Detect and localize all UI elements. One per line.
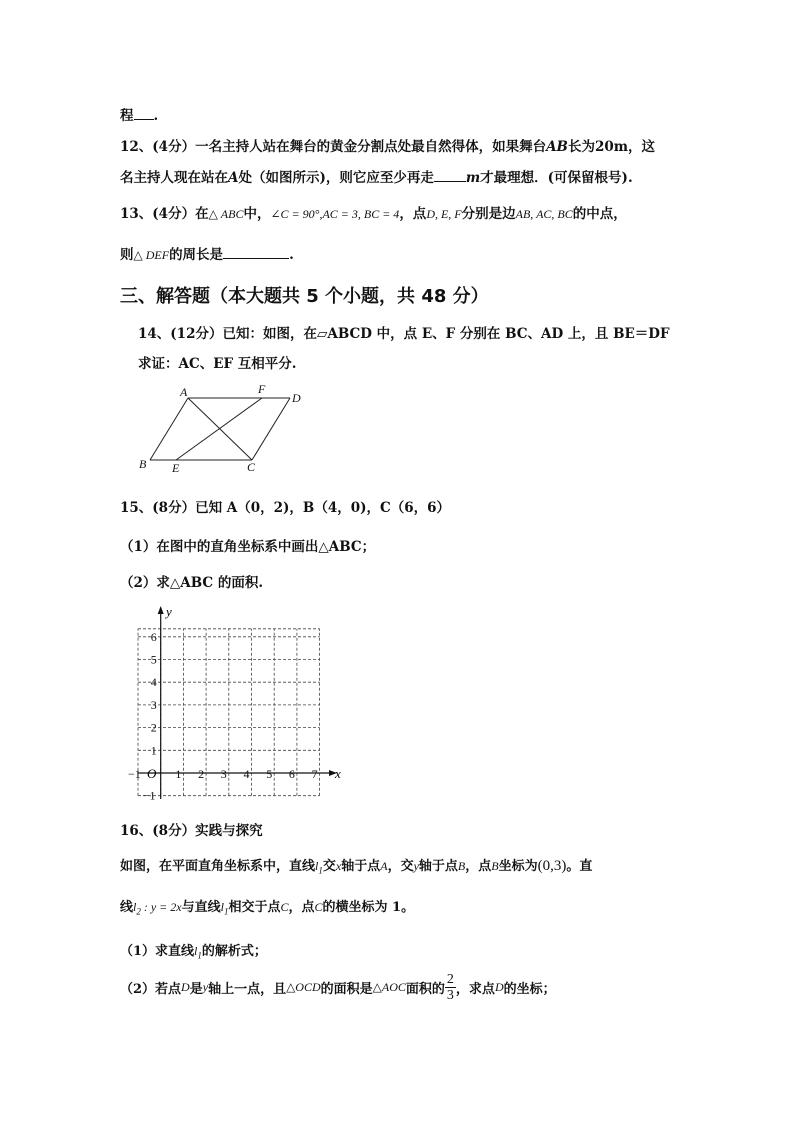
- y-tick-label: 6: [150, 629, 157, 644]
- answer-blank: [434, 169, 466, 182]
- axis-label-x: x: [335, 766, 341, 781]
- label-a: A: [180, 385, 188, 399]
- y-tick-label: 2: [150, 720, 157, 735]
- y-tick-label: 5: [150, 652, 157, 667]
- x-tick-label: 7: [311, 767, 318, 781]
- coordinate-grid: [118, 604, 358, 806]
- x-tick-label: 2: [198, 767, 205, 781]
- y-tick-label: 3: [150, 697, 157, 712]
- label-b: B: [139, 457, 147, 471]
- q11-tail: 程 .: [120, 108, 159, 124]
- q13-line1: 13、(4分）在△ ABC中，∠C = 90°,AC = 3, BC = 4，点D, E, F分别是边AB, AC, BC的中点，: [120, 206, 627, 222]
- y-tick-label: 4: [150, 675, 157, 690]
- x-tick-label: 3: [220, 767, 227, 781]
- answer-blank: [223, 246, 289, 259]
- segment-ef: [176, 398, 262, 460]
- y-tick-label: 1: [150, 743, 157, 758]
- q16-para2: 线$l_2$ : y = 2x与直线$l_1$相交于点C，点C的横坐标为 1。: [120, 900, 415, 917]
- q12-line1: 12、(4分）一名主持人站在舞台的黄金分割点处最自然得体，如果舞台AB长为20m，这: [120, 139, 656, 155]
- q14-line1: 14、(12分）已知：如图，在▱ABCD 中，点 E、F 分别在 BC、AD 上，且 BE＝DF: [138, 326, 670, 342]
- label-c: C: [247, 460, 256, 474]
- q16-part2: （2）若点 D 是 y 轴上一点，且 △OCD 的面积是 △AOC 面积的 $\frac{2}{3}$ ，求点 D 的坐标；: [120, 971, 556, 1003]
- parallelogram-figure: [130, 380, 320, 475]
- y-axis-arrow: [158, 606, 164, 614]
- q13-line2: 则△ DEF的周长是 .: [120, 247, 294, 263]
- x-tick-label: 4: [243, 767, 250, 781]
- x-tick-label: 5: [266, 767, 273, 781]
- x-tick-label: 1: [175, 767, 182, 781]
- q16-para1: 如图，在平面直角坐标系中，直线$l_1$交x轴于点A，交y轴于点B，点B坐标为(0,3)。直: [120, 858, 593, 876]
- fraction-two-thirds: $\frac{2}{3}$: [446, 971, 454, 1003]
- x-tick-label: 6: [288, 767, 295, 781]
- origin-label: O: [147, 766, 157, 781]
- section-title: 三、解答题（本大题共 5 个小题，共 48 分）: [120, 286, 489, 307]
- label-f: F: [258, 382, 266, 396]
- q14-line2: 求证：AC、EF 互相平分.: [138, 356, 297, 372]
- side-cd: [252, 398, 290, 460]
- q15-line1: 15、(8分）已知 A（0，2)，B（4，0)，C（6，6）: [120, 500, 451, 516]
- label-e: E: [172, 461, 180, 475]
- axis-label-y: y: [166, 604, 172, 619]
- label-d: D: [292, 391, 301, 405]
- diagonal-ac: [188, 398, 252, 460]
- q15-part1: （1）在图中的直角坐标系中画出△ABC；: [120, 539, 376, 555]
- x-tick-label: −1: [128, 767, 141, 781]
- q16-part1: （1）求直线$l_1$的解析式；: [120, 944, 267, 961]
- q15-part2: （2）求△ABC 的面积.: [120, 575, 264, 591]
- q16-title: 16、(8分）实践与探究: [120, 823, 263, 839]
- q12-line2: 名主持人现在站在A处（如图所示)，则它应至少再走 m才最理想．(可保留根号).: [120, 170, 633, 186]
- answer-blank: [134, 107, 154, 120]
- y-tick-label: −1: [142, 788, 156, 803]
- side-ab: [150, 398, 188, 460]
